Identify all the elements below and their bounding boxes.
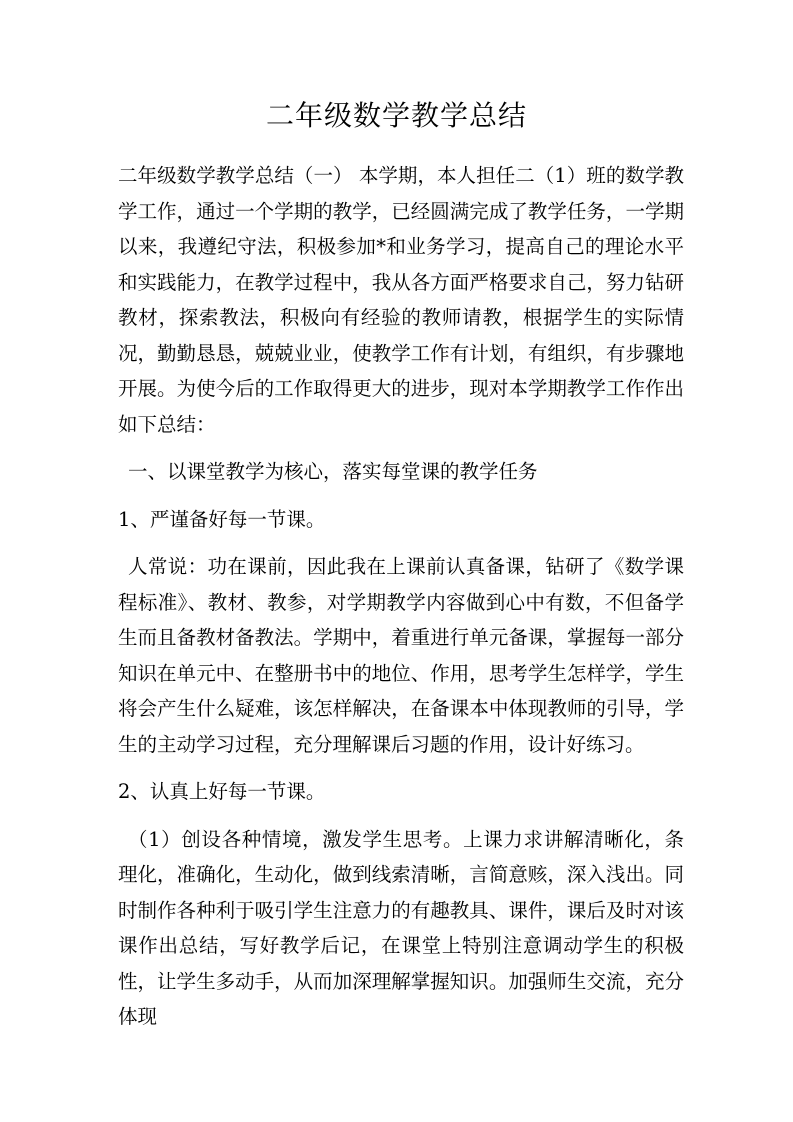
document-title: 二年级数学教学总结 — [265, 99, 527, 132]
subheading-2: 2、认真上好每一节课。 — [118, 780, 326, 803]
paragraph-intro: 二年级数学教学总结（一） 本学期，本人担任二（1）班的数学教学工作，通过一个学期的教学，已经圆满完成了教学任务，一学期以来，我遵纪守法，积极参加*和业务学习，提高自己的理论水平和实践能力，在教学过程中，我从各方面严格要求自己，努力钻研教材，探索教法，积极向有经验的教师请教，根据学生的实际情况，勤勤恳恳，兢兢业业，使教学工作有计划，有组织，有步骤地开展。为使今后的工作取得更大的进步，现对本学期教学工作作出如下总结： — [118, 164, 684, 436]
section-heading-1: 一、以课堂教学为核心，落实每堂课的教学任务 — [128, 460, 538, 483]
document-body — [118, 158, 684, 1047]
paragraph-classroom: （1）创设各种情境，激发学生思考。上课力求讲解清晰化，条理化，准确化，生动化，做到线索清晰，言简意赅，深入浅出。同时制作各种利于吸引学生注意力的有趣教具、课件，课后及时对该课作出总结，写好教学后记，在课堂上特别注意调动学生的积极性，让学生多动手，从而加深理解掌握知识。加强师生交流，充分体现 — [118, 827, 684, 1028]
subheading-1: 1、严谨备好每一节课。 — [118, 507, 326, 531]
paragraph-lesson-prep: 人常说：功在课前，因此我在上课前认真备课，钻研了《数学课程标准》、教材、教参，对学期教学内容做到心中有数，不但备学生而且备教材备教法。学期中，着重进行单元备课，掌握每一部分知识在单元中、在整册书中的地位、作用，思考学生怎样学，学生将会产生什么疑难，该怎样解决，在备课本中体现教师的引导，学生的主动学习过程，充分理解课后习题的作用，设计好练习。 — [118, 555, 684, 756]
